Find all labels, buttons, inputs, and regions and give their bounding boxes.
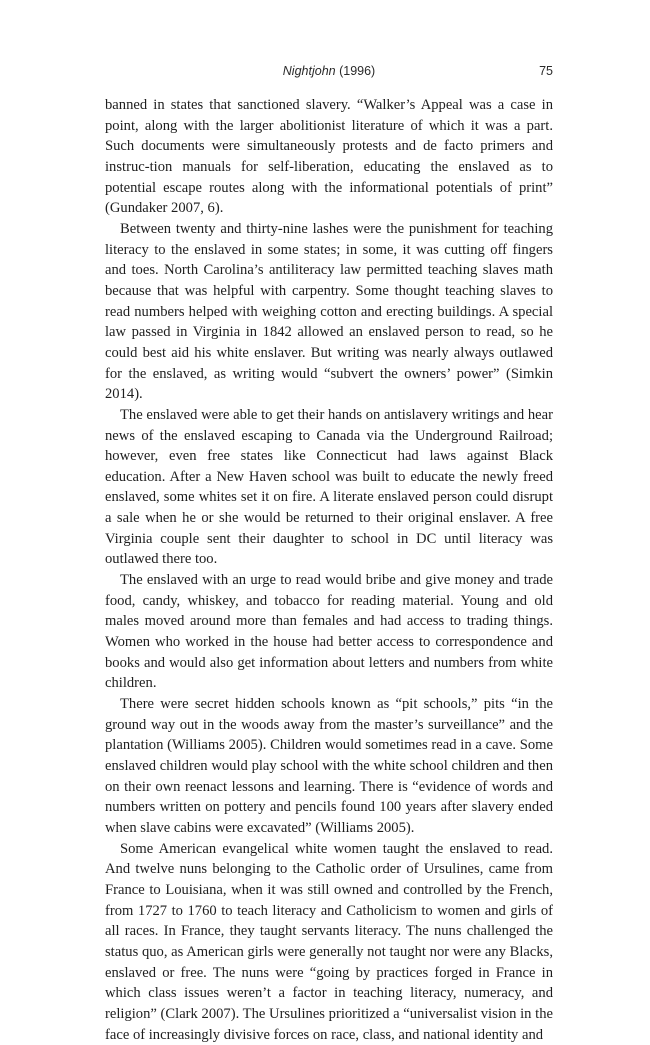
paragraph-2: Between twenty and thirty-nine lashes were the punishment for teaching literacy to the enslaved in some states; in some, it was cutting off fingers and toes. North Carolina’s antiliteracy law permitted teaching slaves math because that was helpful with carpentry. Some thought teaching slaves to read numbers helped with weighing cotton and erecting buildings. A special law passed in Virginia in 1842 allowed an enslaved person to read, so he could best aid his white enslaver. But writing was nearly always outlawed for the enslaved, as writing would “subvert the owners’ power” (Simkin 2014). [105, 220, 553, 403]
paragraph-5: There were secret hidden schools known as “pit schools,” pits “in the ground way out in the woods away from the master’s surveillance” and the plantation (Williams 2005). Children would sometimes read in a cave. Some enslaved children would play school with the white school children and then on their own reenact lessons and learning. There is “evidence of words and numbers written on pottery and pencils found 100 years after slavery ended when slave cabins were excavated” (Williams 2005). [105, 696, 553, 836]
paragraph-1: banned in states that sanctioned slavery. “Walker’s Appeal was a case in point, along with the larger abolitionist literature of which it was a part. Such documents were simultaneously protests and de facto primers and instruc-tion manuals for self-liberation, educating the enslaved as to potential escape routes along with the informational potentials of print” (Gundaker 2007, 6). [105, 97, 553, 217]
body-text [105, 95, 553, 1045]
running-title-italic: Nightjohn [282, 64, 336, 78]
running-header [105, 64, 553, 84]
paragraph-3: The enslaved were able to get their hands on antislavery writings and hear news of the enslaved escaping to Canada via the Underground Railroad; however, even free states like Connecticut had laws against Black education. After a New Haven school was built to educate the newly freed enslaved, some whites set it on fire. A literate enslaved person could disrupt a sale when he or she would be returned to their original enslaver. A free Virginia couple sent their daughter to school in DC until literacy was outlawed there too. [105, 406, 553, 568]
paragraph-4: The enslaved with an urge to read would bribe and give money and trade food, candy, whiskey, and tobacco for reading material. Young and old males moved around more than females and had access to trading things. Women who worked in the house had better access to correspondence and books and would also get information about letters and numbers from white children. [105, 572, 553, 692]
running-title-year: (1996) [335, 64, 376, 78]
paragraph-6: Some American evangelical white women taught the enslaved to read. And twelve nuns belonging to the Catholic order of Ursulines, came from France to Louisiana, when it was still owned and controlled by the French, from 1727 to 1760 to teach literacy and Catholicism to women and girls of all races. In France, they taught servants literacy. The nuns challenged the status quo, as American girls were generally not taught nor were any Blacks, enslaved or free. The nuns were “going by practices forged in France in which class issues weren’t a factor in teaching literacy, numeracy, and religion” (Clark 2007). The Ursulines prioritized a “universalist vision in the face of increasingly divisive forces on race, class, and national identity and [105, 840, 553, 1043]
running-title [105, 64, 553, 78]
page-number: 75 [539, 64, 553, 78]
